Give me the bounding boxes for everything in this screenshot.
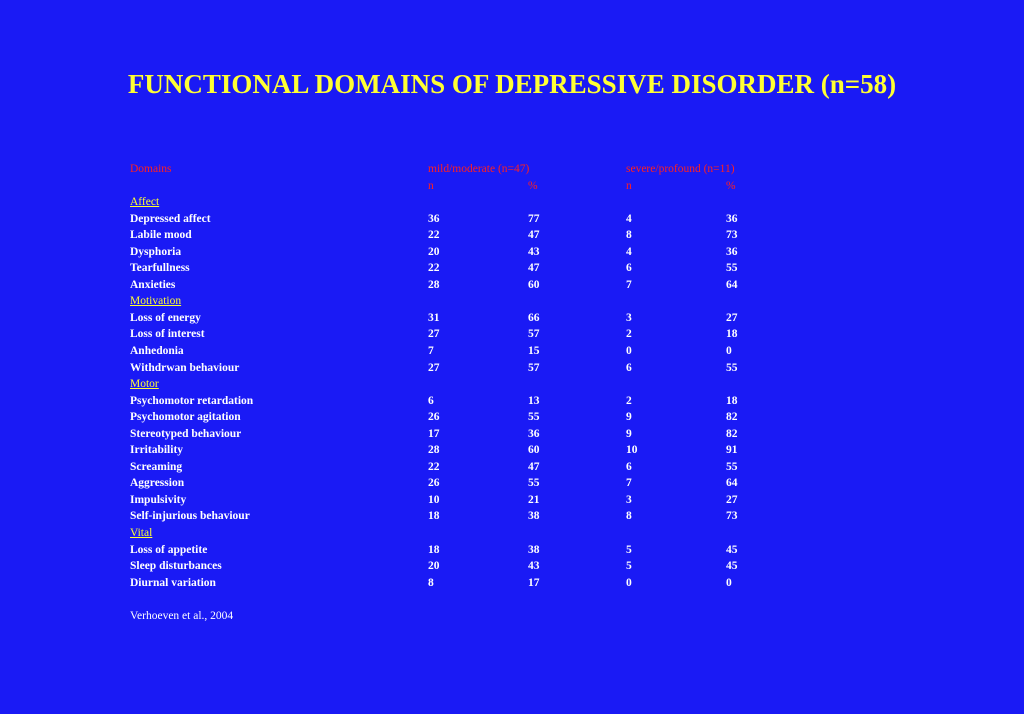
section-heading: Vital <box>130 527 153 540</box>
severe-n-cell: 3 <box>626 311 632 324</box>
subheader-percent-mild: % <box>528 179 538 192</box>
severe-percent-cell: 55 <box>726 460 738 473</box>
mild-n-cell: 26 <box>428 411 440 424</box>
severe-n-cell: 2 <box>626 328 632 341</box>
severe-percent-cell: 0 <box>726 576 732 589</box>
source-citation: Verhoeven et al., 2004 <box>130 610 234 622</box>
mild-percent-cell: 47 <box>528 229 540 242</box>
section-heading: Motivation <box>130 295 182 308</box>
domain-cell: Depressed affect <box>130 212 211 225</box>
severe-percent-cell: 82 <box>726 427 738 440</box>
table-row <box>130 475 770 492</box>
mild-n-cell: 22 <box>428 262 440 275</box>
severe-percent-cell: 45 <box>726 560 738 573</box>
mild-n-cell: 26 <box>428 477 440 490</box>
severe-percent-cell: 0 <box>726 345 732 358</box>
subheader-percent-severe: % <box>726 179 736 192</box>
mild-n-cell: 20 <box>428 245 440 258</box>
domain-cell: Impulsivity <box>130 493 187 506</box>
section-heading: Affect <box>130 196 160 209</box>
severe-n-cell: 8 <box>626 229 632 242</box>
section-row <box>130 525 770 542</box>
severe-n-cell: 7 <box>626 477 632 490</box>
mild-percent-cell: 66 <box>528 311 540 324</box>
mild-n-cell: 6 <box>428 394 434 407</box>
table-row <box>130 260 770 277</box>
mild-percent-cell: 43 <box>528 560 540 573</box>
domain-cell: Screaming <box>130 460 183 473</box>
table-row <box>130 442 770 459</box>
domain-cell: Labile mood <box>130 229 192 242</box>
table-row <box>130 409 770 426</box>
mild-percent-cell: 38 <box>528 543 540 556</box>
table-row <box>130 542 770 559</box>
table-row <box>130 326 770 343</box>
table-row <box>130 343 770 360</box>
severe-percent-cell: 55 <box>726 361 738 374</box>
table-row <box>130 211 770 228</box>
mild-percent-cell: 38 <box>528 510 540 523</box>
severe-n-cell: 2 <box>626 394 632 407</box>
table-row <box>130 426 770 443</box>
table-subheader-row <box>130 178 770 195</box>
severe-percent-cell: 45 <box>726 543 738 556</box>
mild-n-cell: 27 <box>428 328 440 341</box>
severe-n-cell: 8 <box>626 510 632 523</box>
domain-cell: Sleep disturbances <box>130 560 222 573</box>
domain-cell: Anxieties <box>130 278 176 291</box>
domain-cell: Dysphoria <box>130 245 182 258</box>
mild-n-cell: 18 <box>428 510 440 523</box>
domain-cell: Psychomotor agitation <box>130 411 241 424</box>
mild-n-cell: 28 <box>428 444 440 457</box>
mild-percent-cell: 13 <box>528 394 540 407</box>
severe-percent-cell: 27 <box>726 493 738 506</box>
severe-percent-cell: 64 <box>726 477 738 490</box>
table-row <box>130 360 770 377</box>
severe-n-cell: 5 <box>626 543 632 556</box>
table-row <box>130 277 770 294</box>
domain-cell: Stereotyped behaviour <box>130 427 242 440</box>
mild-percent-cell: 15 <box>528 345 540 358</box>
severe-percent-cell: 27 <box>726 311 738 324</box>
table-header-row <box>130 161 770 178</box>
severe-n-cell: 6 <box>626 460 632 473</box>
table-body <box>130 194 770 591</box>
severe-percent-cell: 55 <box>726 262 738 275</box>
domain-cell: Loss of energy <box>130 311 201 324</box>
severe-percent-cell: 73 <box>726 229 738 242</box>
domain-cell: Aggression <box>130 477 185 490</box>
severe-percent-cell: 82 <box>726 411 738 424</box>
section-row <box>130 376 770 393</box>
header-group-severe-profound: severe/profound (n=11) <box>626 163 735 175</box>
table-row <box>130 558 770 575</box>
table-row <box>130 492 770 509</box>
mild-n-cell: 36 <box>428 212 440 225</box>
mild-percent-cell: 47 <box>528 460 540 473</box>
domain-cell: Tearfullness <box>130 262 190 275</box>
severe-n-cell: 7 <box>626 278 632 291</box>
domain-cell: Loss of appetite <box>130 543 208 556</box>
severe-n-cell: 5 <box>626 560 632 573</box>
severe-percent-cell: 18 <box>726 328 738 341</box>
header-group-mild-moderate: mild/moderate (n=47) <box>428 163 530 175</box>
mild-percent-cell: 77 <box>528 212 540 225</box>
mild-percent-cell: 60 <box>528 278 540 291</box>
severe-n-cell: 6 <box>626 361 632 374</box>
subheader-n-severe: n <box>626 179 632 192</box>
mild-percent-cell: 57 <box>528 361 540 374</box>
section-heading: Motor <box>130 378 159 391</box>
severe-n-cell: 6 <box>626 262 632 275</box>
section-row <box>130 293 770 310</box>
severe-n-cell: 3 <box>626 493 632 506</box>
severe-percent-cell: 36 <box>726 245 738 258</box>
mild-percent-cell: 57 <box>528 328 540 341</box>
mild-n-cell: 31 <box>428 311 440 324</box>
table-row <box>130 393 770 410</box>
severe-percent-cell: 36 <box>726 212 738 225</box>
severe-n-cell: 4 <box>626 245 632 258</box>
severe-percent-cell: 91 <box>726 444 738 457</box>
domain-cell: Irritability <box>130 444 184 457</box>
mild-n-cell: 18 <box>428 543 440 556</box>
mild-percent-cell: 60 <box>528 444 540 457</box>
mild-n-cell: 27 <box>428 361 440 374</box>
domains-table <box>130 161 770 591</box>
mild-percent-cell: 17 <box>528 576 540 589</box>
subheader-blank <box>130 178 428 195</box>
domain-cell: Withdrwan behaviour <box>130 361 240 374</box>
mild-n-cell: 20 <box>428 560 440 573</box>
table-row <box>130 575 770 592</box>
severe-percent-cell: 64 <box>726 278 738 291</box>
severe-n-cell: 9 <box>626 411 632 424</box>
severe-percent-cell: 73 <box>726 510 738 523</box>
severe-n-cell: 0 <box>626 576 632 589</box>
mild-n-cell: 10 <box>428 493 440 506</box>
mild-n-cell: 28 <box>428 278 440 291</box>
severe-n-cell: 10 <box>626 444 638 457</box>
mild-percent-cell: 36 <box>528 427 540 440</box>
table-row <box>130 459 770 476</box>
mild-n-cell: 17 <box>428 427 440 440</box>
subheader-n-mild: n <box>428 179 434 192</box>
table-row <box>130 244 770 261</box>
mild-percent-cell: 55 <box>528 411 540 424</box>
table-row <box>130 508 770 525</box>
table-row <box>130 227 770 244</box>
mild-percent-cell: 55 <box>528 477 540 490</box>
slide-title: FUNCTIONAL DOMAINS OF DEPRESSIVE DISORDER (n=58) <box>127 69 897 99</box>
mild-percent-cell: 21 <box>528 493 540 506</box>
domain-cell: Loss of interest <box>130 328 205 341</box>
severe-n-cell: 9 <box>626 427 632 440</box>
mild-n-cell: 22 <box>428 460 440 473</box>
mild-percent-cell: 43 <box>528 245 540 258</box>
severe-n-cell: 0 <box>626 345 632 358</box>
domain-cell: Anhedonia <box>130 345 184 358</box>
domain-cell: Psychomotor retardation <box>130 394 254 407</box>
header-domains: Domains <box>130 163 172 175</box>
domain-cell: Diurnal variation <box>130 576 216 589</box>
table-row <box>130 310 770 327</box>
mild-n-cell: 22 <box>428 229 440 242</box>
section-row <box>130 194 770 211</box>
domain-cell: Self-injurious behaviour <box>130 510 250 523</box>
severe-n-cell: 4 <box>626 212 632 225</box>
mild-n-cell: 8 <box>428 576 434 589</box>
mild-percent-cell: 47 <box>528 262 540 275</box>
severe-percent-cell: 18 <box>726 394 738 407</box>
mild-n-cell: 7 <box>428 345 434 358</box>
